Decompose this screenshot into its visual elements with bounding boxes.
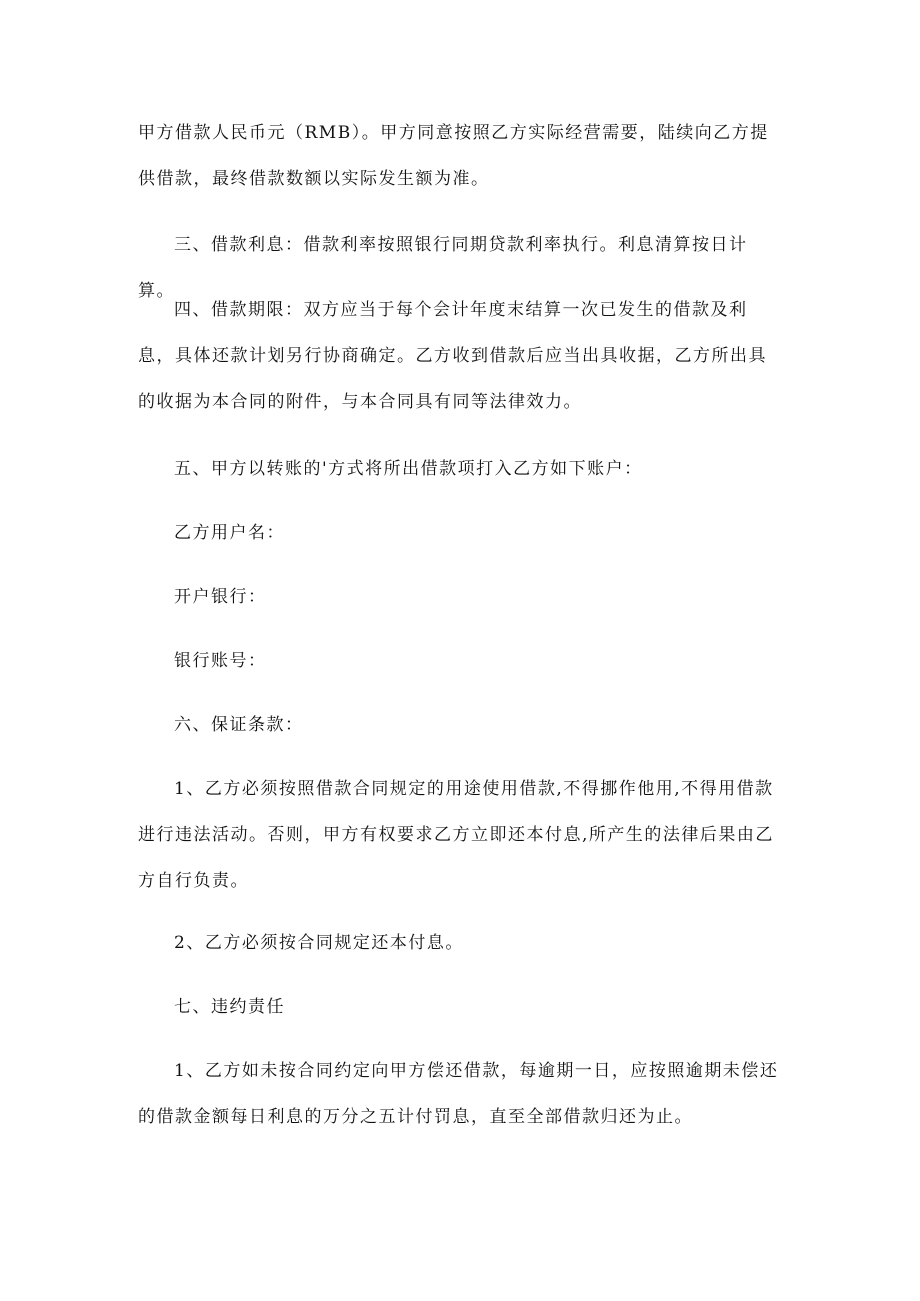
paragraph-loan-interest: 三、借款利息：借款利率按照银行同期贷款利率执行。利息清算按日计算。	[138, 235, 748, 301]
paragraph-breach-1: 1、乙方如未按合同约定向甲方偿还借款，每逾期一日，应按照逾期未偿还的借款金额每日利息的万分之五计付罚息，直至全部借款归还为止。	[138, 1061, 779, 1127]
section-heading-guarantee: 六、保证条款：	[174, 715, 304, 735]
section-heading-breach: 七、违约责任	[174, 997, 285, 1017]
paragraph-guarantee-1: 1、乙方必须按照借款合同规定的用途使用借款,不得挪作他用,不得用借款进行违法活动。否则，甲方有权要求乙方立即还本付息,所产生的法律后果由乙方自行负责。	[138, 779, 774, 891]
paragraph-loan-term: 四、借款期限：双方应当于每个会计年度末结算一次已发生的借款及利息，具体还款计划另行协商确定。乙方收到借款后应当出具收据，乙方所出具的收据为本合同的附件，与本合同具有同等法律效力。	[138, 300, 767, 412]
field-account-number: 银行账号：	[174, 651, 267, 671]
field-bank-name: 开户银行：	[174, 587, 267, 607]
paragraph-transfer-method: 五、甲方以转账的'方式将所出借款项打入乙方如下账户：	[174, 459, 643, 479]
paragraph-loan-amount: 甲方借款人民币元（RMB）。甲方同意按照乙方实际经营需要，陆续向乙方提供借款，最终借款数额以实际发生额为准。	[138, 123, 769, 189]
paragraph-guarantee-2: 2、乙方必须按合同规定还本付息。	[174, 933, 464, 953]
field-account-name: 乙方用户名：	[174, 523, 285, 543]
